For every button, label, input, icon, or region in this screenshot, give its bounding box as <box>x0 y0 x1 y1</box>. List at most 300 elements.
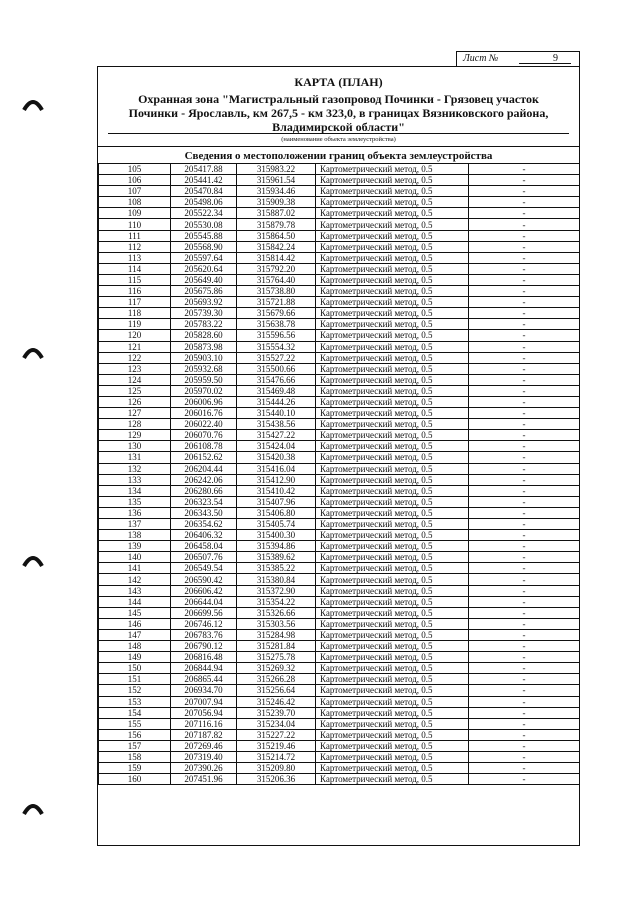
point-number-cell: 124 <box>99 374 171 385</box>
method-cell: Картометрический метод, 0.5 <box>316 707 469 718</box>
binder-hole-mark <box>22 800 44 816</box>
point-number-cell: 155 <box>99 718 171 729</box>
method-cell: Картометрический метод, 0.5 <box>316 219 469 230</box>
description-cell: - <box>469 751 580 762</box>
table-row <box>99 685 580 696</box>
method-cell: Картометрический метод, 0.5 <box>316 463 469 474</box>
x-coordinate-cell: 206016.76 <box>171 408 237 419</box>
document-header <box>98 67 579 147</box>
point-number-cell: 117 <box>99 297 171 308</box>
x-coordinate-cell: 205783.22 <box>171 319 237 330</box>
method-cell: Картометрический метод, 0.5 <box>316 396 469 407</box>
table-row <box>99 740 580 751</box>
object-name-line: Починки - Ярославль, км 267,5 - км 323,0, в границах Вязниковского района, <box>128 106 549 120</box>
description-cell: - <box>469 496 580 507</box>
table-row <box>99 607 580 618</box>
point-number-cell: 121 <box>99 341 171 352</box>
x-coordinate-cell: 206070.76 <box>171 430 237 441</box>
sheet-number-box <box>456 51 580 67</box>
table-row <box>99 419 580 430</box>
x-coordinate-cell: 205903.10 <box>171 352 237 363</box>
point-number-cell: 118 <box>99 308 171 319</box>
method-cell: Картометрический метод, 0.5 <box>316 197 469 208</box>
method-cell: Картометрический метод, 0.5 <box>316 552 469 563</box>
point-number-cell: 129 <box>99 430 171 441</box>
y-coordinate-cell: 315209.80 <box>237 763 316 774</box>
point-number-cell: 120 <box>99 330 171 341</box>
point-number-cell: 108 <box>99 197 171 208</box>
y-coordinate-cell: 315596.56 <box>237 330 316 341</box>
table-row <box>99 385 580 396</box>
table-row <box>99 197 580 208</box>
table-row <box>99 563 580 574</box>
description-cell: - <box>469 485 580 496</box>
y-coordinate-cell: 315400.30 <box>237 530 316 541</box>
table-row <box>99 452 580 463</box>
description-cell: - <box>469 718 580 729</box>
x-coordinate-cell: 206242.06 <box>171 474 237 485</box>
x-coordinate-cell: 205693.92 <box>171 297 237 308</box>
method-cell: Картометрический метод, 0.5 <box>316 519 469 530</box>
y-coordinate-cell: 315410.42 <box>237 485 316 496</box>
description-cell: - <box>469 452 580 463</box>
x-coordinate-cell: 206644.04 <box>171 596 237 607</box>
point-number-cell: 144 <box>99 596 171 607</box>
point-number-cell: 157 <box>99 740 171 751</box>
method-cell: Картометрический метод, 0.5 <box>316 430 469 441</box>
description-cell: - <box>469 197 580 208</box>
method-cell: Картометрический метод, 0.5 <box>316 696 469 707</box>
table-row <box>99 352 580 363</box>
description-cell: - <box>469 408 580 419</box>
description-cell: - <box>469 563 580 574</box>
method-cell: Картометрический метод, 0.5 <box>316 607 469 618</box>
y-coordinate-cell: 315266.28 <box>237 674 316 685</box>
description-cell: - <box>469 596 580 607</box>
point-number-cell: 159 <box>99 763 171 774</box>
method-cell: Картометрический метод, 0.5 <box>316 286 469 297</box>
x-coordinate-cell: 206406.32 <box>171 530 237 541</box>
method-cell: Картометрический метод, 0.5 <box>316 175 469 186</box>
table-row <box>99 585 580 596</box>
y-coordinate-cell: 315764.40 <box>237 274 316 285</box>
point-number-cell: 153 <box>99 696 171 707</box>
point-number-cell: 133 <box>99 474 171 485</box>
x-coordinate-cell: 207390.26 <box>171 763 237 774</box>
table-row <box>99 219 580 230</box>
y-coordinate-cell: 315469.48 <box>237 385 316 396</box>
description-cell: - <box>469 463 580 474</box>
method-cell: Картометрический метод, 0.5 <box>316 308 469 319</box>
x-coordinate-cell: 206006.96 <box>171 396 237 407</box>
y-coordinate-cell: 315214.72 <box>237 751 316 762</box>
x-coordinate-cell: 206204.44 <box>171 463 237 474</box>
point-number-cell: 134 <box>99 485 171 496</box>
sheet-number-underline <box>519 63 571 64</box>
method-cell: Картометрический метод, 0.5 <box>316 685 469 696</box>
method-cell: Картометрический метод, 0.5 <box>316 740 469 751</box>
y-coordinate-cell: 315427.22 <box>237 430 316 441</box>
table-row <box>99 430 580 441</box>
y-coordinate-cell: 315385.22 <box>237 563 316 574</box>
point-number-cell: 137 <box>99 519 171 530</box>
method-cell: Картометрический метод, 0.5 <box>316 507 469 518</box>
y-coordinate-cell: 315476.66 <box>237 374 316 385</box>
table-row <box>99 618 580 629</box>
description-cell: - <box>469 652 580 663</box>
point-number-cell: 122 <box>99 352 171 363</box>
table-row <box>99 208 580 219</box>
method-cell: Картометрический метод, 0.5 <box>316 574 469 585</box>
description-cell: - <box>469 297 580 308</box>
table-row <box>99 707 580 718</box>
description-cell: - <box>469 186 580 197</box>
x-coordinate-cell: 206790.12 <box>171 641 237 652</box>
y-coordinate-cell: 315934.46 <box>237 186 316 197</box>
table-row <box>99 596 580 607</box>
x-coordinate-cell: 206280.66 <box>171 485 237 496</box>
method-cell: Картометрический метод, 0.5 <box>316 263 469 274</box>
point-number-cell: 105 <box>99 164 171 175</box>
x-coordinate-cell: 205597.64 <box>171 252 237 263</box>
y-coordinate-cell: 315407.96 <box>237 496 316 507</box>
description-cell: - <box>469 519 580 530</box>
x-coordinate-cell: 206865.44 <box>171 674 237 685</box>
x-coordinate-cell: 206606.42 <box>171 585 237 596</box>
description-cell: - <box>469 441 580 452</box>
point-number-cell: 143 <box>99 585 171 596</box>
table-row <box>99 396 580 407</box>
y-coordinate-cell: 315284.98 <box>237 629 316 640</box>
header-rule <box>108 133 569 134</box>
point-number-cell: 107 <box>99 186 171 197</box>
x-coordinate-cell: 207451.96 <box>171 774 237 785</box>
point-number-cell: 136 <box>99 507 171 518</box>
point-number-cell: 126 <box>99 396 171 407</box>
point-number-cell: 123 <box>99 363 171 374</box>
y-coordinate-cell: 315281.84 <box>237 641 316 652</box>
point-number-cell: 125 <box>99 385 171 396</box>
description-cell: - <box>469 629 580 640</box>
method-cell: Картометрический метод, 0.5 <box>316 629 469 640</box>
method-cell: Картометрический метод, 0.5 <box>316 385 469 396</box>
point-number-cell: 112 <box>99 241 171 252</box>
binder-hole-mark <box>22 344 44 360</box>
point-number-cell: 127 <box>99 408 171 419</box>
description-cell: - <box>469 286 580 297</box>
x-coordinate-cell: 205545.88 <box>171 230 237 241</box>
description-cell: - <box>469 474 580 485</box>
x-coordinate-cell: 206699.56 <box>171 607 237 618</box>
description-cell: - <box>469 252 580 263</box>
method-cell: Картометрический метод, 0.5 <box>316 252 469 263</box>
y-coordinate-cell: 315420.38 <box>237 452 316 463</box>
point-number-cell: 132 <box>99 463 171 474</box>
point-number-cell: 140 <box>99 552 171 563</box>
method-cell: Картометрический метод, 0.5 <box>316 729 469 740</box>
binder-hole-mark <box>22 552 44 568</box>
coordinates-table-body <box>99 164 580 785</box>
y-coordinate-cell: 315389.62 <box>237 552 316 563</box>
method-cell: Картометрический метод, 0.5 <box>316 297 469 308</box>
description-cell: - <box>469 729 580 740</box>
point-number-cell: 160 <box>99 774 171 785</box>
description-cell: - <box>469 740 580 751</box>
point-number-cell: 150 <box>99 663 171 674</box>
method-cell: Картометрический метод, 0.5 <box>316 441 469 452</box>
method-cell: Картометрический метод, 0.5 <box>316 496 469 507</box>
method-cell: Картометрический метод, 0.5 <box>316 419 469 430</box>
point-number-cell: 106 <box>99 175 171 186</box>
x-coordinate-cell: 205530.08 <box>171 219 237 230</box>
point-number-cell: 149 <box>99 652 171 663</box>
y-coordinate-cell: 315983.22 <box>237 164 316 175</box>
x-coordinate-cell: 205649.40 <box>171 274 237 285</box>
point-number-cell: 119 <box>99 319 171 330</box>
y-coordinate-cell: 315406.80 <box>237 507 316 518</box>
y-coordinate-cell: 315303.56 <box>237 618 316 629</box>
y-coordinate-cell: 315500.66 <box>237 363 316 374</box>
description-cell: - <box>469 685 580 696</box>
method-cell: Картометрический метод, 0.5 <box>316 541 469 552</box>
method-cell: Картометрический метод, 0.5 <box>316 352 469 363</box>
y-coordinate-cell: 315738.80 <box>237 286 316 297</box>
point-number-cell: 109 <box>99 208 171 219</box>
y-coordinate-cell: 315438.56 <box>237 419 316 430</box>
point-number-cell: 113 <box>99 252 171 263</box>
description-cell: - <box>469 674 580 685</box>
x-coordinate-cell: 206590.42 <box>171 574 237 585</box>
table-row <box>99 175 580 186</box>
x-coordinate-cell: 205522.34 <box>171 208 237 219</box>
description-cell: - <box>469 330 580 341</box>
point-number-cell: 148 <box>99 641 171 652</box>
y-coordinate-cell: 315246.42 <box>237 696 316 707</box>
description-cell: - <box>469 208 580 219</box>
point-number-cell: 111 <box>99 230 171 241</box>
x-coordinate-cell: 206507.76 <box>171 552 237 563</box>
table-row <box>99 718 580 729</box>
method-cell: Картометрический метод, 0.5 <box>316 363 469 374</box>
description-cell: - <box>469 663 580 674</box>
point-number-cell: 141 <box>99 563 171 574</box>
object-name-caption: (наименование объекта землеустройства) <box>281 136 396 143</box>
x-coordinate-cell: 206343.50 <box>171 507 237 518</box>
x-coordinate-cell: 206458.04 <box>171 541 237 552</box>
description-cell: - <box>469 607 580 618</box>
method-cell: Картометрический метод, 0.5 <box>316 452 469 463</box>
table-row <box>99 541 580 552</box>
method-cell: Картометрический метод, 0.5 <box>316 774 469 785</box>
y-coordinate-cell: 315961.54 <box>237 175 316 186</box>
method-cell: Картометрический метод, 0.5 <box>316 241 469 252</box>
table-row <box>99 319 580 330</box>
point-number-cell: 158 <box>99 751 171 762</box>
table-row <box>99 530 580 541</box>
section-title: Сведения о местоположении границ объекта землеустройства <box>184 150 493 162</box>
y-coordinate-cell: 315527.22 <box>237 352 316 363</box>
y-coordinate-cell: 315234.04 <box>237 718 316 729</box>
x-coordinate-cell: 205873.98 <box>171 341 237 352</box>
description-cell: - <box>469 374 580 385</box>
description-cell: - <box>469 241 580 252</box>
table-row <box>99 652 580 663</box>
y-coordinate-cell: 315275.78 <box>237 652 316 663</box>
description-cell: - <box>469 263 580 274</box>
table-row <box>99 374 580 385</box>
description-cell: - <box>469 530 580 541</box>
table-row <box>99 463 580 474</box>
x-coordinate-cell: 206844.94 <box>171 663 237 674</box>
object-name-line: Владимирской области" <box>272 120 405 134</box>
description-cell: - <box>469 774 580 785</box>
x-coordinate-cell: 206746.12 <box>171 618 237 629</box>
point-number-cell: 147 <box>99 629 171 640</box>
method-cell: Картометрический метод, 0.5 <box>316 408 469 419</box>
object-name <box>98 92 579 134</box>
page-title: КАРТА (ПЛАН) <box>294 75 383 89</box>
table-row <box>99 763 580 774</box>
description-cell: - <box>469 164 580 175</box>
point-number-cell: 138 <box>99 530 171 541</box>
description-cell: - <box>469 308 580 319</box>
sheet-label: Лист № <box>463 53 499 64</box>
method-cell: Картометрический метод, 0.5 <box>316 751 469 762</box>
y-coordinate-cell: 315792.20 <box>237 263 316 274</box>
point-number-cell: 152 <box>99 685 171 696</box>
description-cell: - <box>469 763 580 774</box>
method-cell: Картометрический метод, 0.5 <box>316 230 469 241</box>
point-number-cell: 110 <box>99 219 171 230</box>
method-cell: Картометрический метод, 0.5 <box>316 763 469 774</box>
coordinates-table <box>98 163 580 785</box>
table-row <box>99 574 580 585</box>
y-coordinate-cell: 315354.22 <box>237 596 316 607</box>
x-coordinate-cell: 207116.16 <box>171 718 237 729</box>
method-cell: Картометрический метод, 0.5 <box>316 641 469 652</box>
point-number-cell: 154 <box>99 707 171 718</box>
header-rule-lower <box>98 146 579 147</box>
table-row <box>99 363 580 374</box>
table-row <box>99 552 580 563</box>
description-cell: - <box>469 585 580 596</box>
table-row <box>99 441 580 452</box>
method-cell: Картометрический метод, 0.5 <box>316 585 469 596</box>
table-row <box>99 330 580 341</box>
x-coordinate-cell: 206816.48 <box>171 652 237 663</box>
description-cell: - <box>469 385 580 396</box>
x-coordinate-cell: 207187.82 <box>171 729 237 740</box>
point-number-cell: 142 <box>99 574 171 585</box>
description-cell: - <box>469 574 580 585</box>
point-number-cell: 114 <box>99 263 171 274</box>
y-coordinate-cell: 315842.24 <box>237 241 316 252</box>
method-cell: Картометрический метод, 0.5 <box>316 319 469 330</box>
table-row <box>99 286 580 297</box>
table-row <box>99 774 580 785</box>
description-cell: - <box>469 175 580 186</box>
y-coordinate-cell: 315721.88 <box>237 297 316 308</box>
point-number-cell: 130 <box>99 441 171 452</box>
y-coordinate-cell: 315372.90 <box>237 585 316 596</box>
x-coordinate-cell: 205970.02 <box>171 385 237 396</box>
table-row <box>99 474 580 485</box>
y-coordinate-cell: 315554.32 <box>237 341 316 352</box>
point-number-cell: 135 <box>99 496 171 507</box>
method-cell: Картометрический метод, 0.5 <box>316 186 469 197</box>
x-coordinate-cell: 205441.42 <box>171 175 237 186</box>
description-cell: - <box>469 618 580 629</box>
table-row <box>99 496 580 507</box>
description-cell: - <box>469 341 580 352</box>
x-coordinate-cell: 206108.78 <box>171 441 237 452</box>
method-cell: Картометрический метод, 0.5 <box>316 663 469 674</box>
y-coordinate-cell: 315394.86 <box>237 541 316 552</box>
y-coordinate-cell: 315227.22 <box>237 729 316 740</box>
table-row <box>99 263 580 274</box>
method-cell: Картометрический метод, 0.5 <box>316 596 469 607</box>
table-row <box>99 696 580 707</box>
y-coordinate-cell: 315879.78 <box>237 219 316 230</box>
description-cell: - <box>469 707 580 718</box>
table-row <box>99 164 580 175</box>
y-coordinate-cell: 315638.78 <box>237 319 316 330</box>
description-cell: - <box>469 319 580 330</box>
y-coordinate-cell: 315256.64 <box>237 685 316 696</box>
x-coordinate-cell: 205739.30 <box>171 308 237 319</box>
x-coordinate-cell: 206022.40 <box>171 419 237 430</box>
table-row <box>99 186 580 197</box>
x-coordinate-cell: 206549.54 <box>171 563 237 574</box>
table-row <box>99 241 580 252</box>
y-coordinate-cell: 315206.36 <box>237 774 316 785</box>
table-row <box>99 297 580 308</box>
x-coordinate-cell: 205417.88 <box>171 164 237 175</box>
method-cell: Картометрический метод, 0.5 <box>316 485 469 496</box>
method-cell: Картометрический метод, 0.5 <box>316 208 469 219</box>
description-cell: - <box>469 419 580 430</box>
table-row <box>99 507 580 518</box>
method-cell: Картометрический метод, 0.5 <box>316 274 469 285</box>
method-cell: Картометрический метод, 0.5 <box>316 341 469 352</box>
table-row <box>99 519 580 530</box>
x-coordinate-cell: 205959.50 <box>171 374 237 385</box>
sheet-number: 9 <box>553 53 558 64</box>
method-cell: Картометрический метод, 0.5 <box>316 474 469 485</box>
x-coordinate-cell: 206354.62 <box>171 519 237 530</box>
description-cell: - <box>469 430 580 441</box>
description-cell: - <box>469 363 580 374</box>
table-row <box>99 230 580 241</box>
table-row <box>99 308 580 319</box>
x-coordinate-cell: 207319.40 <box>171 751 237 762</box>
point-number-cell: 115 <box>99 274 171 285</box>
method-cell: Картометрический метод, 0.5 <box>316 674 469 685</box>
method-cell: Картометрический метод, 0.5 <box>316 530 469 541</box>
y-coordinate-cell: 315405.74 <box>237 519 316 530</box>
y-coordinate-cell: 315380.84 <box>237 574 316 585</box>
x-coordinate-cell: 207269.46 <box>171 740 237 751</box>
table-row <box>99 751 580 762</box>
x-coordinate-cell: 205620.64 <box>171 263 237 274</box>
point-number-cell: 128 <box>99 419 171 430</box>
object-name-line: Охранная зона "Магистральный газопровод Починки - Грязовец участок <box>138 92 539 106</box>
table-row <box>99 641 580 652</box>
description-cell: - <box>469 507 580 518</box>
y-coordinate-cell: 315219.46 <box>237 740 316 751</box>
x-coordinate-cell: 207056.94 <box>171 707 237 718</box>
method-cell: Картометрический метод, 0.5 <box>316 330 469 341</box>
